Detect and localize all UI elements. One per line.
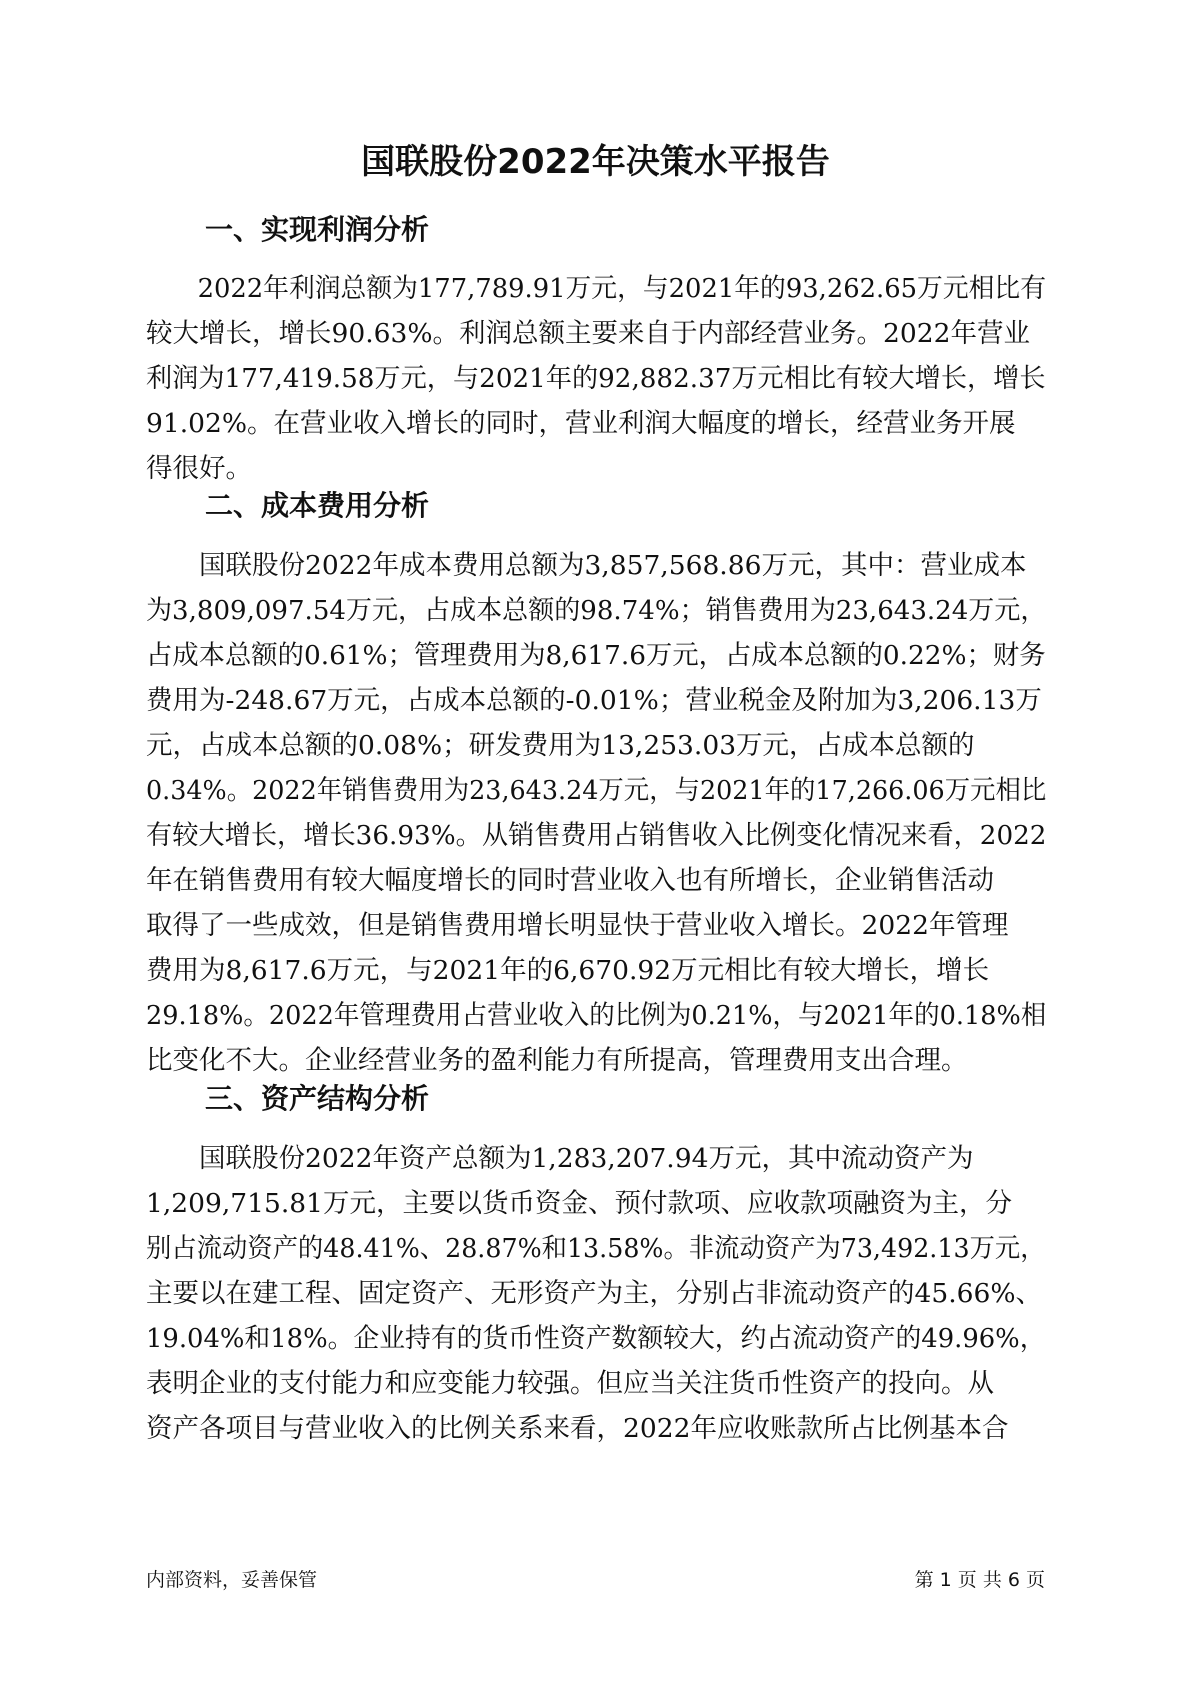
paragraph-line: 利润为177,419.58万元，与2021年的92,882.37万元相比有较大增长，增长 [146,363,1046,394]
paragraph-profit [146,266,1046,491]
paragraph-line: 费用为8,617.6万元，与2021年的6,670.92万元相比有较大增长，增长 [146,955,990,986]
paragraph-line: 1,209,715.81万元，主要以货币资金、预付款项、应收款项融资为主，分 [146,1188,1013,1219]
paragraph-line: 别占流动资产的48.41%、28.87%和13.58%。非流动资产为73,492.13万元， [146,1233,1046,1264]
paragraph-line: 国联股份2022年资产总额为1,283,207.94万元，其中流动资产为 [199,1143,974,1174]
footer-confidential-note: 内部资料，妥善保管 [146,1569,318,1591]
paragraph-line: 元，占成本总额的0.08%；研发费用为13,253.03万元，占成本总额的 [146,730,975,761]
paragraph-line: 取得了一些成效，但是销售费用增长明显快于营业收入增长。2022年管理 [146,910,1009,941]
paragraph-line: 19.04%和18%。企业持有的货币性资产数额较大，约占流动资产的49.96%， [146,1323,1046,1354]
paragraph-line: 主要以在建工程、固定资产、无形资产为主，分别占非流动资产的45.66%、 [146,1278,1043,1309]
paragraph-line: 费用为-248.67万元，占成本总额的-0.01%；营业税金及附加为3,206.13万 [146,685,1042,716]
section-heading-cost: 二、成本费用分析 [205,489,430,522]
paragraph-line: 29.18%。2022年管理费用占营业收入的比例为0.21%，与2021年的0.18%相 [146,1000,1047,1031]
paragraph-line: 2022年利润总额为177,789.91万元，与2021年的93,262.65万元相比有 [197,273,1046,304]
paragraph-line: 表明企业的支付能力和应变能力较强。但应当关注货币性资产的投向。从 [146,1368,994,1399]
section-heading-profit: 一、实现利润分析 [205,213,430,246]
paragraph-line: 占成本总额的0.61%；管理费用为8,617.6万元，占成本总额的0.22%；财务 [146,640,1046,671]
paragraph-line: 91.02%。在营业收入增长的同时，营业利润大幅度的增长，经营业务开展 [146,408,1016,439]
paragraph-line: 资产各项目与营业收入的比例关系来看，2022年应收账款所占比例基本合 [146,1413,1009,1444]
paragraph-cost [146,543,1046,1083]
footer-page-number: 第 1 页 共 6 页 [914,1569,1045,1591]
paragraph-line: 有较大增长，增长36.93%。从销售费用占销售收入比例变化情况来看，2022 [146,820,1047,851]
paragraph-line: 年在销售费用有较大幅度增长的同时营业收入也有所增长，企业销售活动 [146,865,994,896]
document-title: 国联股份2022年决策水平报告 [361,142,830,182]
paragraph-line: 国联股份2022年成本费用总额为3,857,568.86万元，其中：营业成本 [199,550,1027,581]
paragraph-line: 得很好。 [146,453,252,484]
paragraph-line: 0.34%。2022年销售费用为23,643.24万元，与2021年的17,266.06万元相比 [146,775,1047,806]
paragraph-assets [146,1136,1046,1451]
section-heading-assets: 三、资产结构分析 [205,1082,430,1115]
paragraph-line: 较大增长，增长90.63%。利润总额主要来自于内部经营业务。2022年营业 [146,318,1030,349]
paragraph-line: 为3,809,097.54万元，占成本总额的98.74%；销售费用为23,643.24万元， [146,595,1047,626]
paragraph-line: 比变化不大。企业经营业务的盈利能力有所提高，管理费用支出合理。 [146,1045,968,1076]
